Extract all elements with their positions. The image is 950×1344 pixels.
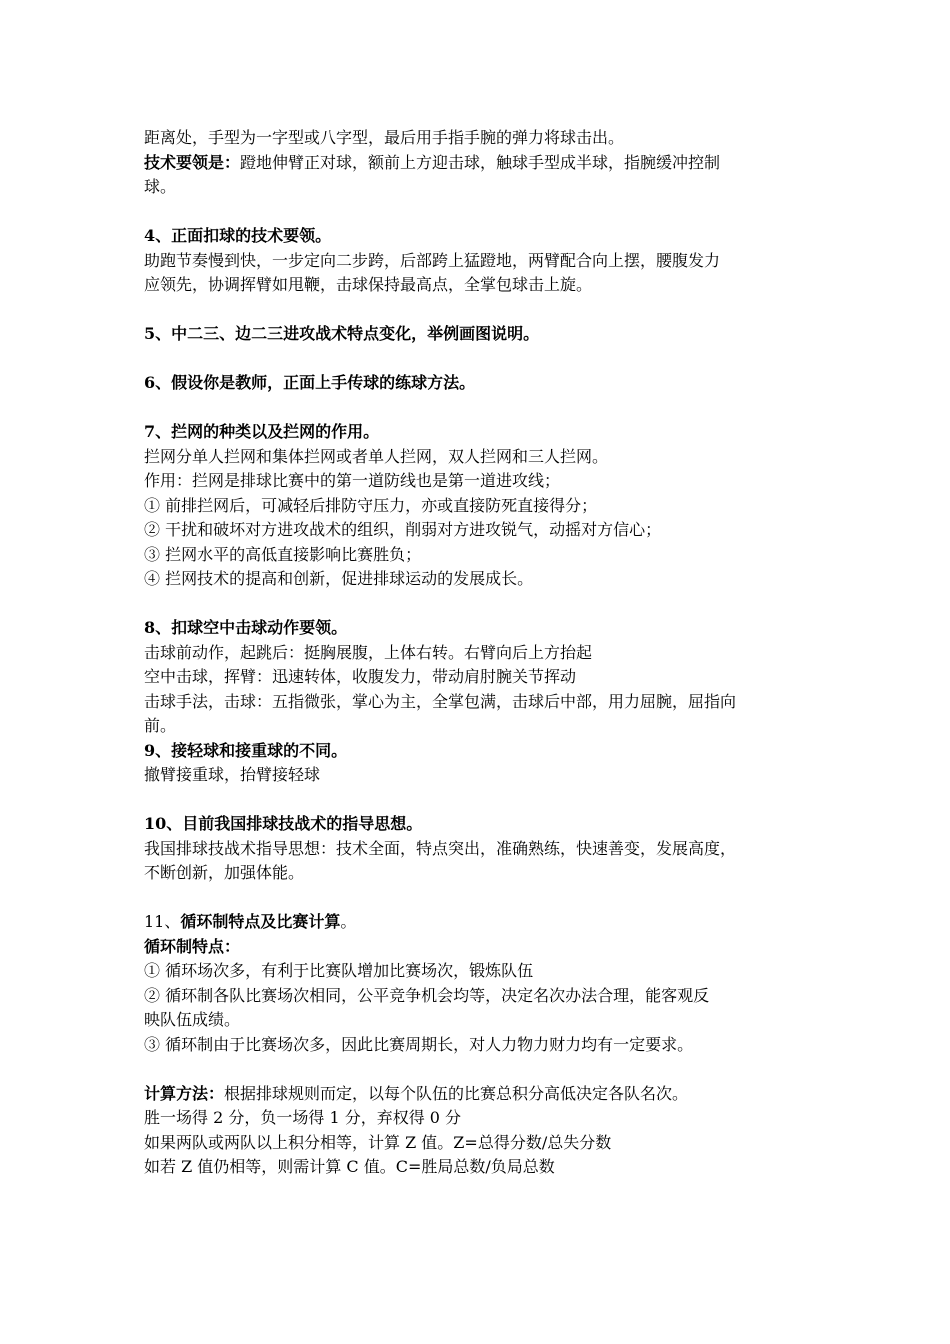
question-7-line: 作用：拦网是排球比赛中的第一道防线也是第一道进攻线； (144, 471, 561, 490)
question-11-title (144, 910, 810, 935)
question-8-line: 击球前动作，起跳后：挺胸展腹，上体右转。右臂向后上方抬起 (144, 642, 593, 662)
spacer (144, 347, 810, 372)
question-7-line: ④ 拦网技术的提高和创新，促进排球运动的发展成长。 (144, 569, 534, 588)
spacer (144, 1057, 810, 1082)
question-9-title: 9、接轻球和接重球的不同。 (144, 740, 348, 760)
spacer (144, 788, 810, 813)
spacer (144, 886, 810, 911)
question-5-title: 5、中二三、边二三进攻战术特点变化，举例画图说明。 (144, 324, 540, 343)
spacer (144, 592, 810, 617)
question-4-title: 4、正面扣球的技术要领。 (144, 226, 332, 245)
round-robin-feature: ③ 循环制由于比赛场次多，因此比赛周期长，对人力物力财力均有一定要求。 (144, 1034, 694, 1054)
question-6-title: 6、假设你是教师，正面上手传球的练球方法。 (144, 373, 476, 392)
round-robin-feature: 映队伍成绩。 (144, 1010, 241, 1029)
question-7-title: 7、拦网的种类以及拦网的作用。 (144, 422, 380, 441)
question-7-line: ③ 拦网水平的高低直接影响比赛胜负； (144, 544, 422, 564)
document-body (144, 126, 810, 1180)
tech-points-line-2: 球。 (144, 177, 177, 196)
question-7-line: ② 干扰和破坏对方进攻战术的组织，削弱对方进攻锐气，动摇对方信心； (144, 520, 662, 539)
question-7-line: 拦网分单人拦网和集体拦网或者单人拦网，双人拦网和三人拦网。 (144, 446, 609, 466)
tech-points-label: 技术要领是： (144, 152, 241, 172)
question-10-title: 10、目前我国排球技战术的指导思想。 (144, 814, 423, 833)
spacer (144, 200, 810, 225)
question-8-line: 前。 (144, 716, 177, 735)
calc-method-line (144, 1082, 810, 1107)
round-robin-features-label: 循环制特点： (144, 936, 241, 956)
round-robin-feature: ① 循环场次多，有利于比赛队增加比赛场次，锻炼队伍 (144, 961, 534, 980)
question-8-title: 8、扣球空中击球动作要领。 (144, 618, 348, 637)
question-9-line: 撤臂接重球，抬臂接轻球 (144, 765, 321, 784)
question-7-line: ① 前排拦网后，可减轻后排防守压力，亦或直接防死直接得分； (144, 495, 598, 515)
question-8-line: 击球手法，击球：五指微张，掌心为主，全掌包满，击球后中部，用力屈腕，屈指向 (144, 691, 737, 711)
intro-line: 距离处，手型为一字型或八字型，最后用手指手腕的弹力将球击出。 (144, 128, 625, 147)
question-10-line: 我国排球技战术指导思想：技术全面，特点突出，准确熟练，快速善变，发展高度， (144, 838, 737, 858)
spacer (144, 298, 810, 323)
tech-points-line (144, 151, 810, 176)
round-robin-feature: ② 循环制各队比赛场次相同，公平竞争机会均等，决定名次办法合理，能客观反 (144, 985, 710, 1005)
calc-line: 胜一场得 2 分，负一场得 1 分，弃权得 0 分 (144, 1108, 462, 1127)
question-4-line: 助跑节奏慢到快，一步定向二步跨，后部跨上猛蹬地，两臂配合向上摆，腰腹发力 (144, 250, 721, 270)
calc-method-text: 根据排球规则而定，以每个队伍的比赛总积分高低决定各队名次。 (224, 1083, 689, 1103)
question-11-title-end: 。 (340, 912, 357, 931)
calc-line: 如若 Z 值仍相等，则需计算 C 值。C=胜局总数/负局总数 (144, 1157, 555, 1176)
calc-line: 如果两队或两队以上积分相等，计算 Z 值。Z=总得分数/总失分数 (144, 1132, 612, 1152)
spacer (144, 396, 810, 421)
tech-points-text: 蹬地伸臂正对球，额前上方迎击球，触球手型成半球，指腕缓冲控制 (240, 152, 721, 172)
question-8-line: 空中击球，挥臂：迅速转体，收腹发力，带动肩肘腕关节挥动 (144, 667, 577, 686)
calc-method-label: 计算方法： (144, 1083, 225, 1103)
question-11-title-text: 循环制特点及比赛计算 (180, 912, 341, 931)
question-4-line: 应领先，协调挥臂如甩鞭，击球保持最高点，全掌包球击上旋。 (144, 275, 593, 294)
question-11-number: 11、 (144, 912, 181, 931)
question-10-line: 不断创新，加强体能。 (144, 863, 305, 882)
